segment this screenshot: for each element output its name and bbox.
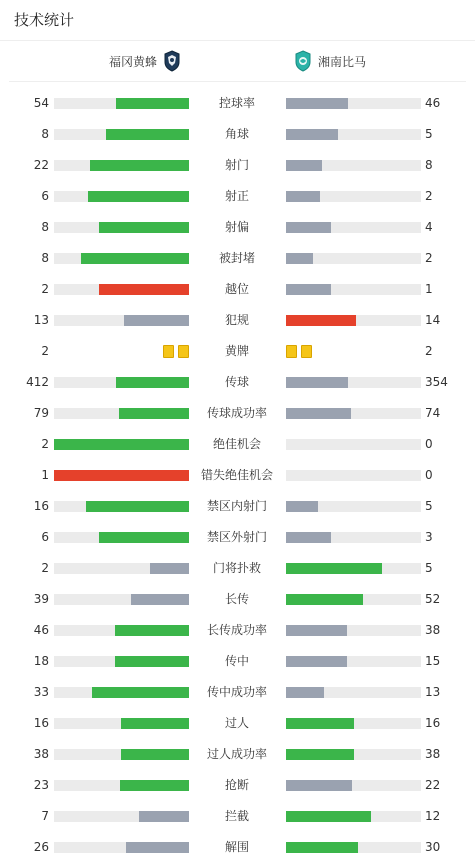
home-value: 39 [33, 592, 49, 606]
stat-row [0, 305, 475, 336]
away-bar [286, 284, 331, 295]
stat-row [0, 832, 475, 863]
away-bar [286, 129, 338, 140]
stat-label: 射正 [224, 189, 249, 203]
home-bar-track [54, 253, 189, 264]
home-bar [99, 532, 189, 543]
page-title: 技术统计 [0, 0, 475, 41]
away-bar-track [286, 718, 421, 729]
stat-label: 射偏 [224, 220, 249, 234]
home-bar-track [54, 780, 189, 791]
away-bar-track [286, 563, 421, 574]
stat-row [0, 212, 475, 243]
home-team[interactable] [109, 41, 181, 81]
away-bar-track [286, 284, 421, 295]
home-bar [131, 594, 189, 605]
away-bar [286, 532, 331, 543]
stat-label: 传球 [224, 375, 249, 389]
home-value: 2 [41, 282, 49, 296]
home-bar [121, 749, 189, 760]
home-value: 18 [33, 654, 49, 668]
away-bar [286, 594, 363, 605]
home-value: 38 [33, 747, 49, 761]
home-yellow-cards [163, 345, 189, 358]
stat-row [0, 646, 475, 677]
stat-row [0, 150, 475, 181]
home-bar [88, 191, 189, 202]
away-value: 52 [425, 592, 441, 606]
home-value: 6 [41, 189, 49, 203]
home-value: 26 [33, 840, 49, 854]
away-value: 5 [425, 561, 433, 575]
away-value: 5 [425, 499, 433, 513]
home-bar-track [54, 749, 189, 760]
stat-row [0, 553, 475, 584]
stat-row [0, 181, 475, 212]
away-team-crest-icon [294, 50, 312, 72]
away-bar [286, 687, 324, 698]
home-bar-track [54, 532, 189, 543]
home-bar-track [54, 377, 189, 388]
away-value: 30 [425, 840, 441, 854]
home-bar-track [54, 222, 189, 233]
stat-row [0, 677, 475, 708]
away-value: 4 [425, 220, 433, 234]
stat-row [0, 584, 475, 615]
away-value: 3 [425, 530, 433, 544]
away-bar-track [286, 625, 421, 636]
away-bar [286, 718, 354, 729]
home-bar [150, 563, 189, 574]
stat-row [0, 429, 475, 460]
away-yellow-cards [286, 345, 312, 358]
home-bar-track [54, 656, 189, 667]
stat-row [0, 367, 475, 398]
stat-label: 过人 [224, 716, 249, 730]
stat-row [0, 88, 475, 119]
yellow-card-icon [286, 345, 297, 358]
yellow-card-icon [301, 345, 312, 358]
away-value: 2 [425, 344, 433, 358]
away-bar-track [286, 222, 421, 233]
home-team-name: 福冈黄蜂 [108, 54, 157, 69]
stat-row [0, 522, 475, 553]
team-header [9, 41, 466, 82]
home-bar-track [54, 191, 189, 202]
home-bar [115, 656, 189, 667]
stat-label: 禁区内射门 [206, 499, 267, 513]
away-bar-track [286, 253, 421, 264]
home-bar-track [54, 408, 189, 419]
home-value: 46 [33, 623, 49, 637]
away-value: 14 [425, 313, 441, 327]
away-value: 38 [425, 623, 441, 637]
stat-label: 黄牌 [224, 344, 249, 358]
away-value: 16 [425, 716, 441, 730]
away-value: 12 [425, 809, 441, 823]
away-value: 15 [425, 654, 441, 668]
home-team-crest-icon [163, 50, 181, 72]
away-bar-track [286, 842, 421, 853]
stat-label: 角球 [224, 127, 249, 141]
home-value: 33 [33, 685, 49, 699]
away-bar-track [286, 687, 421, 698]
home-bar-track [54, 160, 189, 171]
home-value: 6 [41, 530, 49, 544]
home-value: 54 [33, 96, 49, 110]
away-bar [286, 98, 348, 109]
home-bar-track [54, 501, 189, 512]
away-bar [286, 377, 348, 388]
away-team[interactable] [294, 41, 366, 81]
away-bar [286, 656, 347, 667]
stat-label: 禁区外射门 [206, 530, 267, 544]
away-value: 5 [425, 127, 433, 141]
home-value: 22 [33, 158, 49, 172]
home-value: 8 [41, 220, 49, 234]
home-bar-track [54, 284, 189, 295]
home-bar-track [54, 811, 189, 822]
away-value: 0 [425, 468, 433, 482]
home-bar [139, 811, 189, 822]
stat-label: 传中成功率 [206, 685, 267, 699]
home-bar [116, 377, 189, 388]
stat-label: 抢断 [224, 778, 249, 792]
home-value: 16 [33, 499, 49, 513]
home-bar [86, 501, 189, 512]
away-value: 13 [425, 685, 441, 699]
stat-row [0, 119, 475, 150]
away-bar [286, 315, 356, 326]
away-bar-track [286, 439, 421, 450]
away-bar [286, 842, 358, 853]
stat-row [0, 243, 475, 274]
stat-label: 控球率 [218, 96, 255, 110]
home-bar [81, 253, 189, 264]
home-bar-track [54, 439, 189, 450]
home-bar [99, 284, 189, 295]
away-bar [286, 408, 351, 419]
stat-label: 传中 [224, 654, 249, 668]
stat-label: 射门 [224, 158, 249, 172]
away-bar [286, 253, 313, 264]
away-bar-track [286, 532, 421, 543]
stat-label: 长传 [224, 592, 249, 606]
stat-label: 犯规 [224, 313, 249, 327]
away-bar-track [286, 315, 421, 326]
away-bar [286, 222, 331, 233]
away-bar-track [286, 656, 421, 667]
home-bar [106, 129, 189, 140]
away-team-name: 湘南比马 [318, 54, 367, 69]
away-value: 354 [425, 375, 448, 389]
away-bar-track [286, 501, 421, 512]
home-bar [99, 222, 189, 233]
away-bar [286, 749, 354, 760]
home-bar-track [54, 315, 189, 326]
away-bar [286, 780, 352, 791]
stat-label: 绝佳机会 [212, 437, 261, 451]
stat-row [0, 460, 475, 491]
away-value: 74 [425, 406, 441, 420]
stat-row [0, 739, 475, 770]
home-bar-track [54, 687, 189, 698]
away-value: 8 [425, 158, 433, 172]
away-bar-track [286, 811, 421, 822]
stat-row [0, 770, 475, 801]
stat-row [0, 708, 475, 739]
away-bar [286, 160, 322, 171]
stat-row [0, 336, 475, 367]
away-bar [286, 501, 318, 512]
away-value: 1 [425, 282, 433, 296]
home-bar-track [54, 563, 189, 574]
away-value: 0 [425, 437, 433, 451]
stat-label: 过人成功率 [206, 747, 267, 761]
home-bar [120, 780, 189, 791]
home-bar [121, 718, 189, 729]
home-value: 13 [33, 313, 49, 327]
away-bar-track [286, 191, 421, 202]
home-value: 8 [41, 127, 49, 141]
away-bar [286, 625, 347, 636]
home-value: 2 [41, 437, 49, 451]
stat-label: 被封堵 [218, 251, 255, 265]
stat-label: 门将扑救 [212, 561, 261, 575]
stat-label: 解围 [224, 840, 249, 854]
home-value: 16 [33, 716, 49, 730]
away-bar-track [286, 749, 421, 760]
home-bar-track [54, 718, 189, 729]
stat-row [0, 274, 475, 305]
home-bar [124, 315, 189, 326]
away-bar-track [286, 408, 421, 419]
away-bar-track [286, 160, 421, 171]
home-value: 8 [41, 251, 49, 265]
away-bar-track [286, 377, 421, 388]
home-value: 23 [33, 778, 49, 792]
away-bar-track [286, 594, 421, 605]
away-bar [286, 563, 382, 574]
home-bar [116, 98, 189, 109]
away-value: 2 [425, 251, 433, 265]
home-bar [126, 842, 189, 853]
away-bar-track [286, 98, 421, 109]
home-bar-track [54, 842, 189, 853]
home-bar [54, 439, 189, 450]
home-bar [90, 160, 189, 171]
home-bar [92, 687, 189, 698]
home-value: 7 [41, 809, 49, 823]
home-value: 1 [41, 468, 49, 482]
away-value: 22 [425, 778, 441, 792]
away-bar-track [286, 129, 421, 140]
home-bar [115, 625, 189, 636]
home-bar-track [54, 625, 189, 636]
away-value: 38 [425, 747, 441, 761]
home-bar-track [54, 470, 189, 481]
stat-label: 错失绝佳机会 [200, 468, 273, 482]
home-value: 2 [41, 344, 49, 358]
stat-row [0, 398, 475, 429]
home-bar [119, 408, 189, 419]
away-bar-track [286, 470, 421, 481]
stat-label: 拦截 [224, 809, 249, 823]
stat-row [0, 491, 475, 522]
away-bar [286, 191, 320, 202]
stat-label: 传球成功率 [206, 406, 267, 420]
home-bar-track [54, 98, 189, 109]
stat-row [0, 615, 475, 646]
away-bar [286, 811, 371, 822]
stat-label: 长传成功率 [206, 623, 267, 637]
home-value: 79 [33, 406, 49, 420]
home-bar [54, 470, 189, 481]
yellow-card-icon [163, 345, 174, 358]
home-value: 2 [41, 561, 49, 575]
home-bar-track [54, 594, 189, 605]
yellow-card-icon [178, 345, 189, 358]
stat-row [0, 801, 475, 832]
away-value: 46 [425, 96, 441, 110]
away-bar-track [286, 780, 421, 791]
home-value: 412 [26, 375, 49, 389]
stat-label: 越位 [224, 282, 249, 296]
away-value: 2 [425, 189, 433, 203]
home-bar-track [54, 129, 189, 140]
